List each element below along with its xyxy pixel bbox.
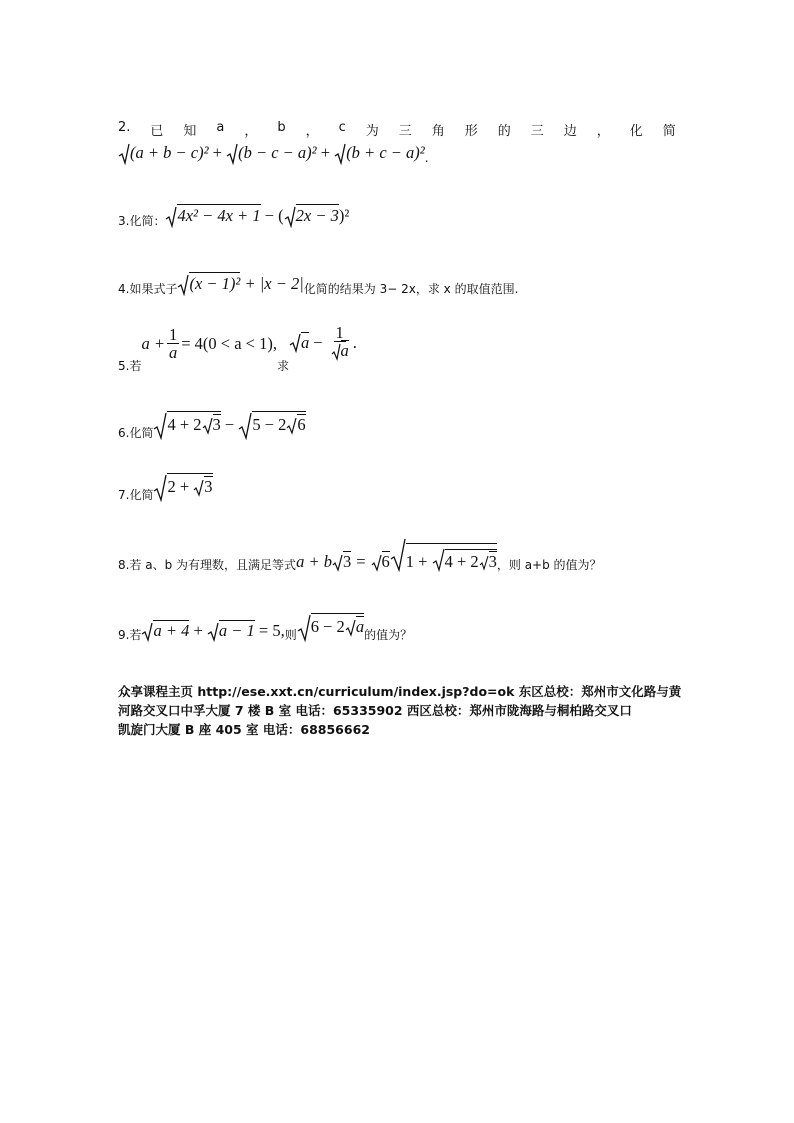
sqrt-sign: [371, 554, 382, 572]
problem-2: [118, 120, 678, 165]
problem-9: 9.若 a + 4 + a − 1 = 5, 则 6 − 2 a 的值为？: [118, 614, 678, 642]
fraction-1-over-sqrt-a: $\frac{1}{a}$: [329, 324, 351, 361]
sqrt-sign: [331, 343, 341, 361]
sqrt-sign: [332, 554, 343, 572]
sqrt-sign: [334, 143, 346, 165]
problem-3: 3.化简： 4x² − 4x + 1 − ( 2x − 3)²: [118, 206, 350, 229]
fraction-1-over-a: $\frac{1}{a}$: [168, 325, 178, 363]
sqrt-sign: [226, 143, 238, 165]
sqrt-sign: [297, 614, 311, 642]
sqrt-sign: [238, 412, 252, 440]
sqrt-sign: [153, 474, 167, 502]
sqrt-sign: [432, 548, 445, 572]
sqrt-sign: [118, 143, 130, 165]
problem-2-expression: (a + b − c)² + (b − c − a)² + (b + c − a)² .: [118, 143, 678, 165]
footer-line-2: 河路交叉口中孚大厦 7 楼 B 室 电话：65335902 西区总校：郑州市陇海路与桐柏路交叉口: [118, 703, 632, 718]
sqrt-sign: [153, 412, 167, 440]
sqrt-sign: [177, 274, 189, 296]
footer-line-3: 凯旋门大厦 B 座 405 室 电话：68856662: [118, 722, 370, 737]
sqrt-sign: [165, 206, 177, 228]
footer-contact: [118, 682, 688, 739]
sqrt-sign: [141, 622, 153, 642]
sqrt-sign: [479, 555, 489, 571]
sqrt-sign: [202, 417, 213, 435]
sqrt-sign: [289, 333, 301, 353]
problem-8: 8.若 a、b 为有理数，且满足等式 a + b 3 = 6 1 + 4 + 2 3 ，则 a+b 的值为？: [118, 538, 678, 572]
problem-7: 7.化简 2 + 3: [118, 474, 678, 502]
problem-5: 5.若 a + $\frac{1}{a}$ = 4(0 < a < 1), 求 a − $\frac{1}{a}$ .: [118, 323, 357, 374]
sqrt-sign: [390, 538, 406, 572]
sqrt-sign: [207, 622, 219, 642]
sqrt-sign: [286, 417, 297, 435]
problem-4: 4.如果式子 (x − 1)² + |x − 2| 化简的结果为 3− 2x，求 x 的取值范围.: [118, 274, 519, 297]
sqrt-sign: [193, 479, 204, 497]
footer-line-1: 众享课程主页 http://ese.xxt.cn/curriculum/index.jsp?do=ok 东区总校：郑州市文化路与黄: [118, 684, 682, 699]
sqrt-sign: [284, 206, 296, 228]
problem-6: 6.化简 4 + 2 3 − 5 − 2 6: [118, 412, 678, 440]
problem-2-statement: 2. 已 知 a ， b ， c 为 三 角 形 的 三 边 ， 化 简: [118, 120, 676, 139]
sqrt-sign: [345, 619, 356, 637]
